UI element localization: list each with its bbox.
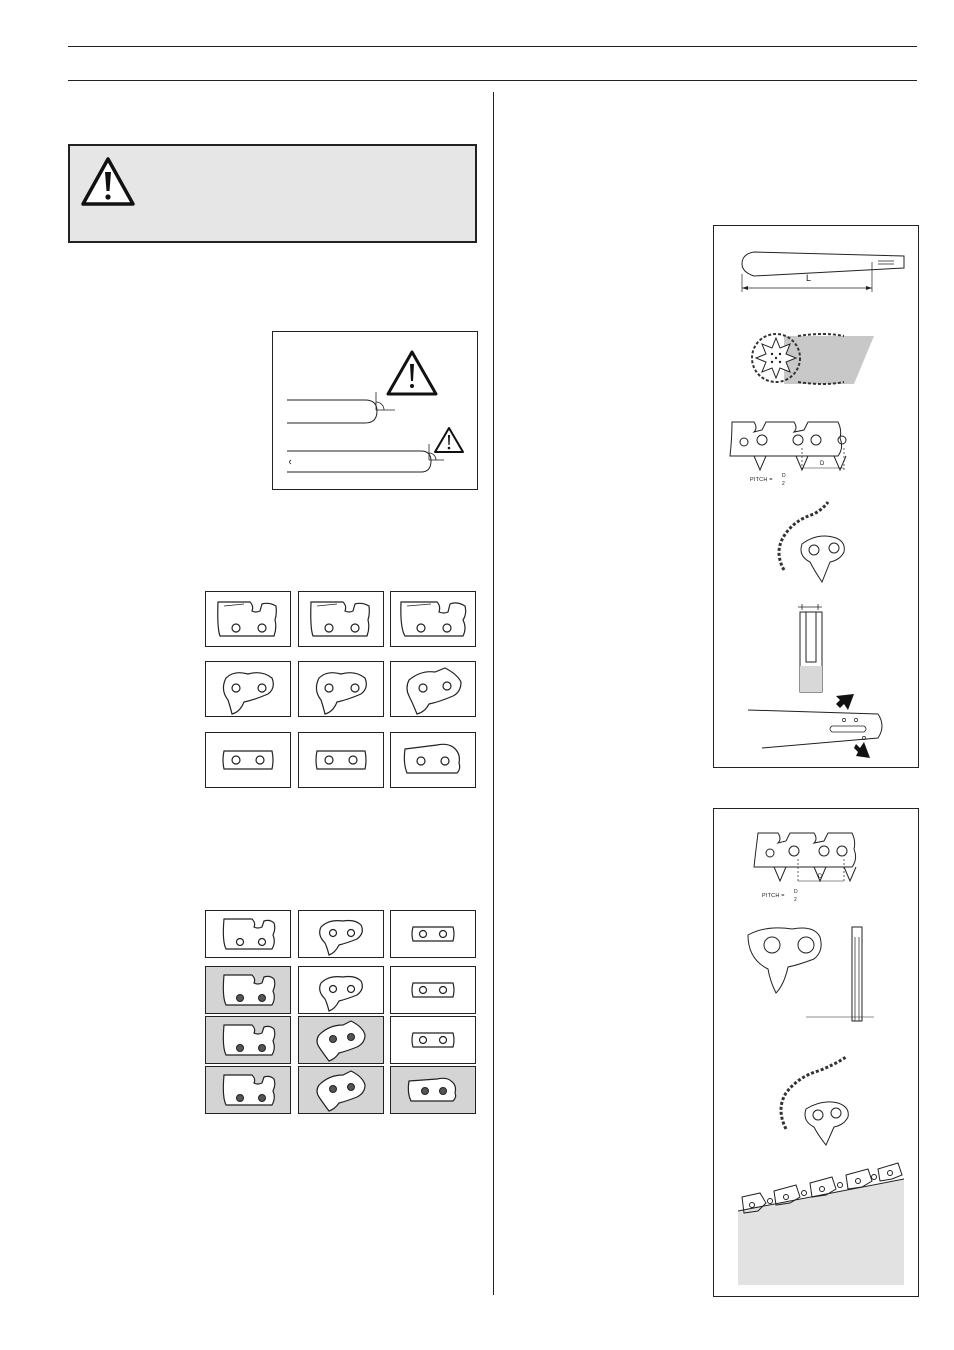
pitch-label: PITCH = xyxy=(750,477,773,483)
link-tile-drive-link-bumper xyxy=(390,661,476,717)
link-tile-drive-link xyxy=(298,661,384,717)
header-rule-top xyxy=(68,46,917,47)
warning-triangle-icon-large xyxy=(388,352,436,394)
link-tile-tie-strap xyxy=(298,732,384,788)
arrow-icon xyxy=(854,742,870,758)
link-tile-cutter xyxy=(298,591,384,647)
link-tile-drive-link xyxy=(298,910,384,958)
warning-triangle-icon xyxy=(80,156,136,208)
link-tile-tie-strap xyxy=(205,732,291,788)
pitch-fraction-denominator: 2 xyxy=(782,481,785,487)
warning-triangle-icon-small xyxy=(435,428,463,452)
kickback-zone-figure xyxy=(272,331,478,490)
link-tile-tie-strap-bumper xyxy=(390,732,476,788)
link-tile-drive-link xyxy=(205,661,291,717)
header-rule-bottom xyxy=(68,80,917,81)
arrow-icon xyxy=(836,694,854,710)
link-tile-cutter-shaded xyxy=(205,966,291,1014)
pitch-label: PITCH = xyxy=(762,893,785,899)
pitch-fraction-numerator: D xyxy=(794,889,798,895)
link-tile-tie-strap xyxy=(390,910,476,958)
link-tile-cutter xyxy=(205,910,291,958)
warning-box xyxy=(68,144,477,243)
pitch-fraction-numerator: D xyxy=(782,473,786,479)
dimension-label: D xyxy=(820,461,825,467)
link-tile-tie-strap xyxy=(390,966,476,1014)
column-divider xyxy=(493,92,494,1295)
link-tile-cutter xyxy=(205,591,291,647)
link-tile-drive-link xyxy=(298,966,384,1014)
link-tile-cutter-shaded xyxy=(205,1066,291,1114)
link-tile-tie-strap-bumper-shaded xyxy=(390,1066,476,1114)
pitch-fraction-denominator: 2 xyxy=(794,897,797,903)
chain-replacement-figure xyxy=(713,808,919,1297)
link-tile-cutter-shaded xyxy=(205,1016,291,1064)
link-tile-drive-link-bumper-shaded xyxy=(298,1016,384,1064)
dimension-label: D xyxy=(818,874,823,880)
bar-and-chain-figure xyxy=(713,225,919,768)
link-tile-cutter-wide xyxy=(390,591,476,647)
link-tile-drive-link-bumper-shaded xyxy=(298,1066,384,1114)
bar-length-label: L xyxy=(806,273,812,283)
link-tile-tie-strap xyxy=(390,1016,476,1064)
